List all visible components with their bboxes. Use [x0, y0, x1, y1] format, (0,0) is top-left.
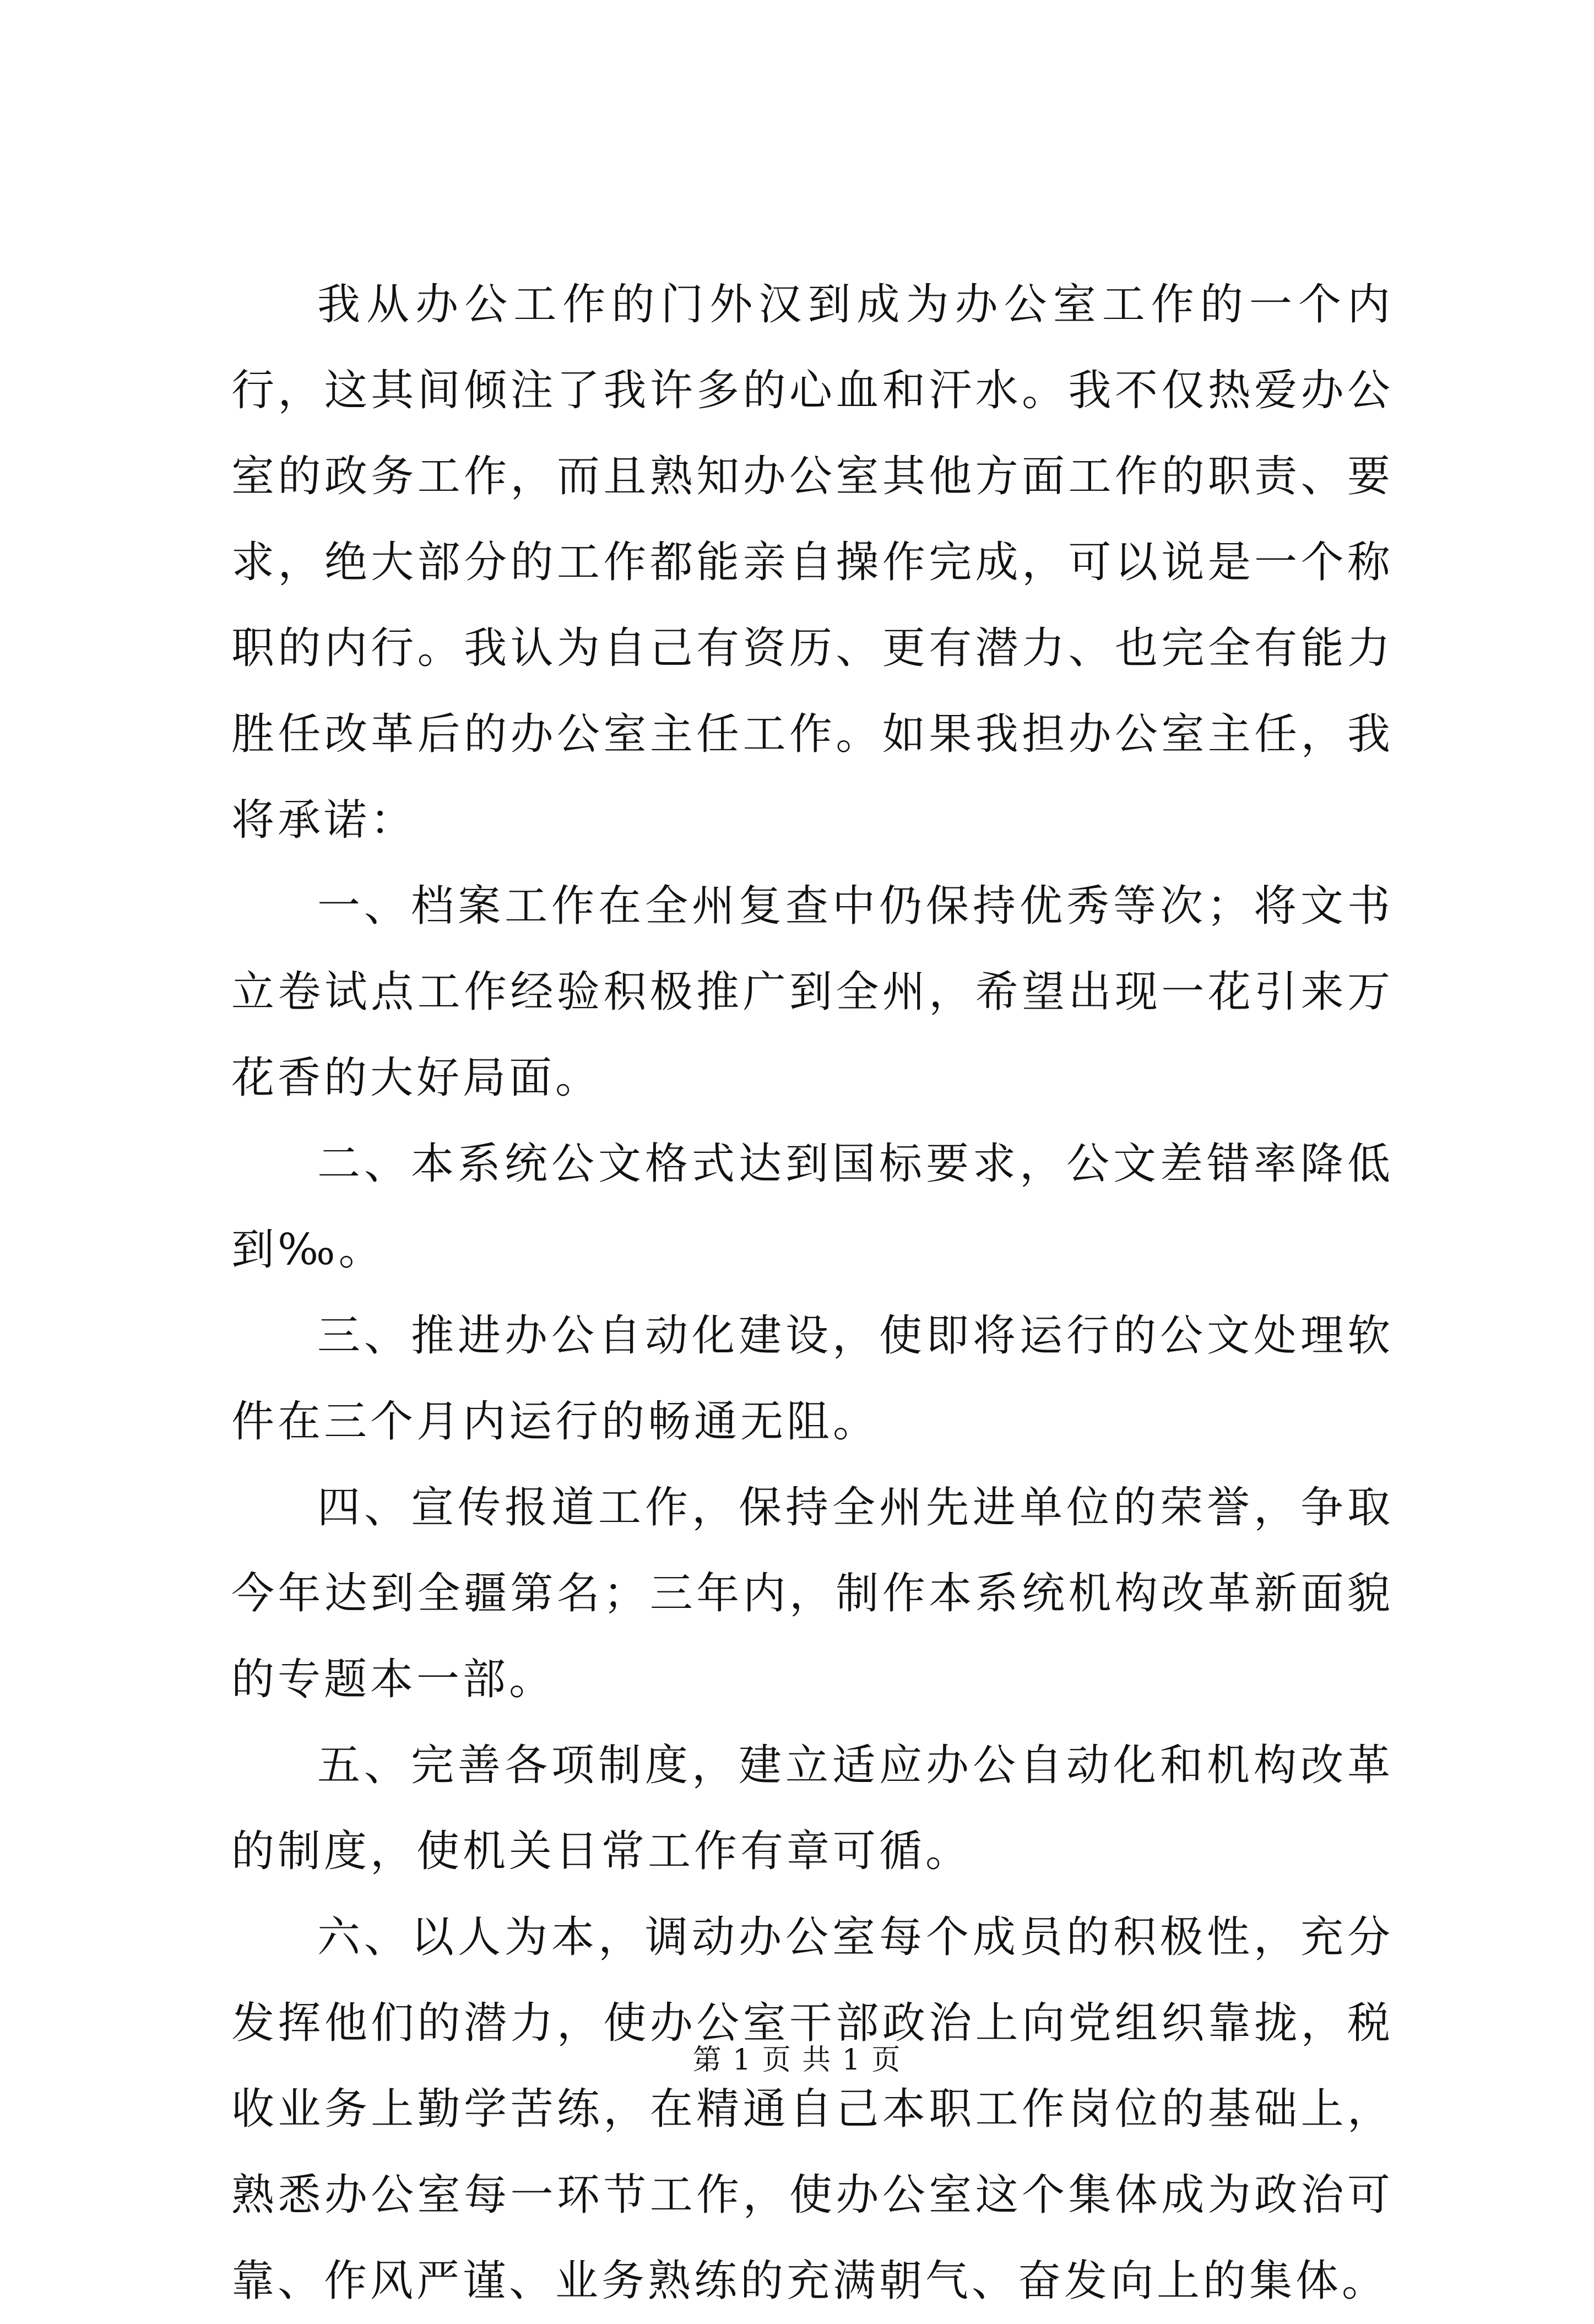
- paragraph-commitment-3: 三、推进办公自动化建设，使即将运行的公文处理软件在三个月内运行的畅通无阻。: [231, 1311, 1394, 1447]
- paragraph-intro: 我从办公工作的门外汉到成为办公室工作的一个内行，这其间倾注了我许多的心血和汗水。我不仅热爱办公室的政务工作，而且熟知办公室其他方面工作的职责、要求，绝大部分的工作都能亲自操作完成，可以说是一个称职的内行。我认为自己有资历、更有潜力、也完全有能力胜任改革后的办公室主任工作。如果我担办公室主任，我将承诺：: [231, 280, 1394, 845]
- paragraph-commitment-1: 一、档案工作在全州复查中仍保持优秀等次；将文书立卷试点工作经验积极推广到全州，希望出现一花引来万花香的大好局面。: [231, 881, 1394, 1103]
- document-body: [231, 262, 1394, 2324]
- paragraph-commitment-5: 五、完善各项制度，建立适应办公自动化和机构改革的制度，使机关日常工作有章可循。: [231, 1741, 1394, 1876]
- paragraph-commitment-4: 四、宣传报道工作，保持全州先进单位的荣誉，争取今年达到全疆第名；三年内，制作本系统机构改革新面貌的专题本一部。: [231, 1483, 1394, 1704]
- page-number-footer: 第 1 页 共 1 页: [692, 2044, 902, 2077]
- paragraph-commitment-2: 二、本系统公文格式达到国标要求，公文差错率降低到‰。: [231, 1139, 1394, 1275]
- paragraph-commitment-6: 六、以人为本，调动办公室每个成员的积极性，充分发挥他们的潜力，使办公室干部政治上向党组织靠拢，税收业务上勤学苦练，在精通自己本职工作岗位的基础上，熟悉办公室每一环节工作，使办公室这个集体成为政治可靠、作风严谨、业务熟练的充满朝气、奋发向上的集体。: [231, 1913, 1394, 2306]
